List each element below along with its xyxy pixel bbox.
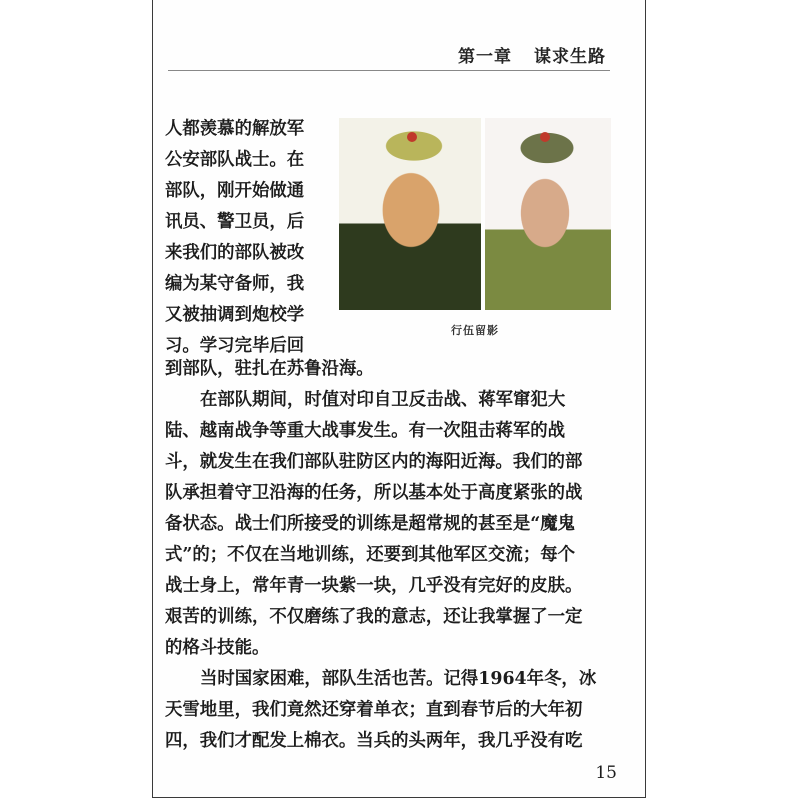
red-star-icon — [407, 132, 417, 142]
text-line: 式”的；不仅在当地训练，还要到其他军区交流；每个 — [165, 545, 575, 565]
red-star-icon — [540, 132, 550, 142]
figure — [339, 118, 611, 348]
chapter-title: 谋求生路 — [534, 47, 606, 67]
text-line: 讯员、警卫员，后 — [165, 212, 305, 232]
text-line: 四，我们才配发上棉衣。当兵的头两年，我几乎没有吃 — [165, 731, 583, 751]
text-line: 当时国家困难，部队生活也苦。记得1964年冬，冰 — [200, 669, 597, 689]
text-line: 战士身上，常年青一块紫一块，几乎没有完好的皮肤。 — [165, 576, 583, 596]
wrapped-paragraph — [165, 114, 304, 362]
chapter-number: 第一章 — [458, 47, 512, 67]
text-line: 公安部队战士。在 — [165, 150, 305, 170]
text-line: 编为某守备师，我 — [165, 274, 305, 294]
text-line: 天雪地里，我们竟然还穿着单衣；直到春节后的大年初 — [165, 700, 583, 720]
text-line: 斗，就发生在我们部队驻防区内的海阳近海。我们的部 — [165, 452, 583, 472]
main-text — [165, 354, 596, 757]
figure-caption: 行伍留影 — [451, 324, 499, 337]
text-line: 艰苦的训练，不仅磨练了我的意志，还让我掌握了一定 — [165, 607, 583, 627]
text-line: 到部队，驻扎在苏鲁沿海。 — [165, 359, 374, 379]
text-line: 陆、越南战争等重大战事发生。有一次阻击蒋军的战 — [165, 421, 565, 441]
text-line: 来我们的部队被改 — [165, 243, 305, 263]
text-line: 又被抽调到炮校学 — [165, 305, 305, 325]
soldier-portrait-female — [485, 118, 611, 310]
chapter-heading — [458, 42, 606, 67]
text-line: 备状态。战士们所接受的训练是超常规的甚至是“魔鬼 — [165, 514, 575, 534]
text-line: 人都羡慕的解放军 — [165, 119, 305, 139]
text-line: 队承担着守卫沿海的任务，所以基本处于高度紧张的战 — [165, 483, 583, 503]
soldier-portrait-male — [339, 118, 481, 310]
text-line: 部队，刚开始做通 — [165, 181, 305, 201]
book-page — [152, 0, 646, 798]
page-number: 15 — [595, 763, 617, 783]
running-header — [168, 40, 610, 71]
text-line: 习。学习完毕后回 — [165, 336, 305, 356]
text-line: 在部队期间，时值对印自卫反击战、蒋军窜犯大 — [200, 390, 566, 410]
text-line: 的格斗技能。 — [165, 638, 270, 658]
